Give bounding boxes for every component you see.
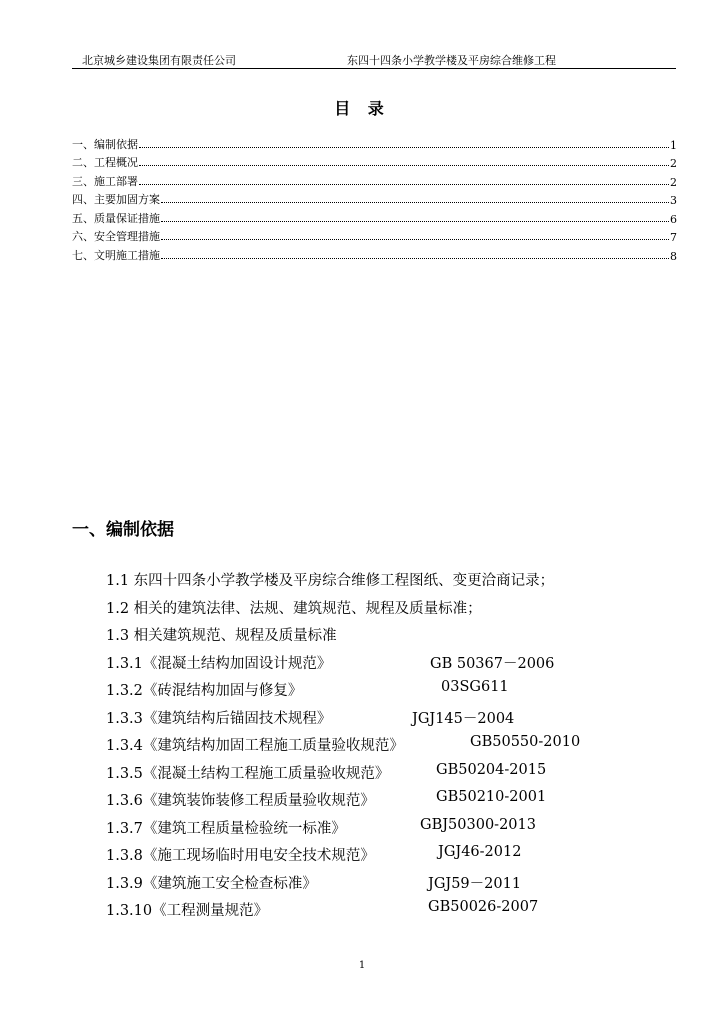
standard-code: GB50210-2001 <box>436 789 547 805</box>
standard-code: JGJ59－2011 <box>428 875 522 892</box>
list-item <box>106 624 666 652</box>
list-item <box>106 844 666 872</box>
basis-list <box>106 569 666 927</box>
item-text: 1.3.9《建筑施工安全检查标准》 <box>106 875 317 892</box>
toc-entry[interactable] <box>72 170 677 189</box>
toc-leader-dots <box>161 258 669 259</box>
toc-entry-label: 六、安全管理措施 <box>72 230 160 243</box>
standard-code: 03SG611 <box>441 679 509 695</box>
item-text: 1.2 相关的建筑法律、法规、建筑规范、规程及质量标准； <box>106 600 482 617</box>
item-text: 1.3.7《建筑工程质量检验统一标准》 <box>106 820 346 837</box>
standard-code: GB 50367－2006 <box>430 655 555 672</box>
list-item <box>106 762 666 790</box>
page-header <box>72 50 676 69</box>
toc-entry[interactable] <box>72 226 677 245</box>
item-text: 1.1 东四十四条小学教学楼及平房综合维修工程图纸、变更洽商记录； <box>106 573 555 589</box>
list-item <box>106 652 666 680</box>
list-item <box>106 569 666 597</box>
toc-title: 目 录 <box>334 99 390 118</box>
toc-entry[interactable] <box>72 244 677 263</box>
toc-leader-dots <box>139 147 669 148</box>
item-text: 1.3.1《混凝土结构加固设计规范》 <box>106 655 332 672</box>
table-of-contents <box>72 133 677 263</box>
standard-code: GB50204-2015 <box>436 761 547 778</box>
item-text: 1.3.4《建筑结构加固工程施工质量验收规范》 <box>106 738 404 754</box>
page-number: 1 <box>358 960 366 971</box>
list-item <box>106 734 666 762</box>
toc-entry[interactable] <box>72 152 677 171</box>
list-item <box>106 597 666 625</box>
toc-entry[interactable] <box>72 189 677 208</box>
toc-entry[interactable] <box>72 207 677 226</box>
toc-leader-dots <box>161 221 669 222</box>
list-item <box>106 899 666 927</box>
toc-entry-page: 1 <box>670 138 677 152</box>
toc-entry-label: 七、文明施工措施 <box>72 248 160 262</box>
toc-entry-page: 3 <box>670 194 677 207</box>
toc-entry-page: 7 <box>670 231 677 244</box>
toc-entry-page: 6 <box>670 212 677 226</box>
toc-entry-label: 五、质量保证措施 <box>72 211 160 225</box>
item-text: 1.3.10《工程测量规范》 <box>106 903 269 919</box>
item-text: 1.3.3《建筑结构后锚固技术规程》 <box>106 710 332 727</box>
item-text: 1.3.8《施工现场临时用电安全技术规范》 <box>106 848 375 864</box>
toc-entry-label: 三、施工部署 <box>72 174 138 188</box>
list-item <box>106 707 666 735</box>
standard-code: GBJ50300-2013 <box>420 816 536 833</box>
toc-entry-page: 8 <box>670 249 677 263</box>
item-text: 1.3.6《建筑装饰装修工程质量验收规范》 <box>106 793 375 809</box>
toc-entry-page: 2 <box>670 175 677 189</box>
list-item <box>106 789 666 817</box>
header-company: 北京城乡建设集团有限责任公司 <box>82 54 236 67</box>
toc-entry-page: 2 <box>670 157 677 170</box>
toc-entry-label: 四、主要加固方案 <box>72 193 160 206</box>
header-project: 东四十四条小学教学楼及平房综合维修工程 <box>347 54 556 67</box>
toc-entry-label: 一、编制依据 <box>72 137 138 151</box>
list-item <box>106 817 666 845</box>
section-heading: 一、编制依据 <box>72 520 174 540</box>
toc-leader-dots <box>161 202 669 203</box>
list-item <box>106 679 666 707</box>
toc-leader-dots <box>139 184 669 185</box>
item-text: 1.3.2《砖混结构加固与修复》 <box>106 683 303 699</box>
item-text: 1.3.5《混凝土结构工程施工质量验收规范》 <box>106 765 390 782</box>
toc-entry-label: 二、工程概况 <box>72 156 138 169</box>
item-text: 1.3 相关建筑规范、规程及质量标准 <box>106 628 337 644</box>
standard-code: JGJ145－2004 <box>412 710 515 727</box>
toc-leader-dots <box>139 165 669 166</box>
standard-code: JGJ46-2012 <box>438 844 522 860</box>
list-item <box>106 872 666 900</box>
standard-code: GB50550-2010 <box>470 734 581 750</box>
toc-leader-dots <box>161 239 669 240</box>
toc-entry[interactable] <box>72 133 677 152</box>
standard-code: GB50026-2007 <box>428 899 539 915</box>
